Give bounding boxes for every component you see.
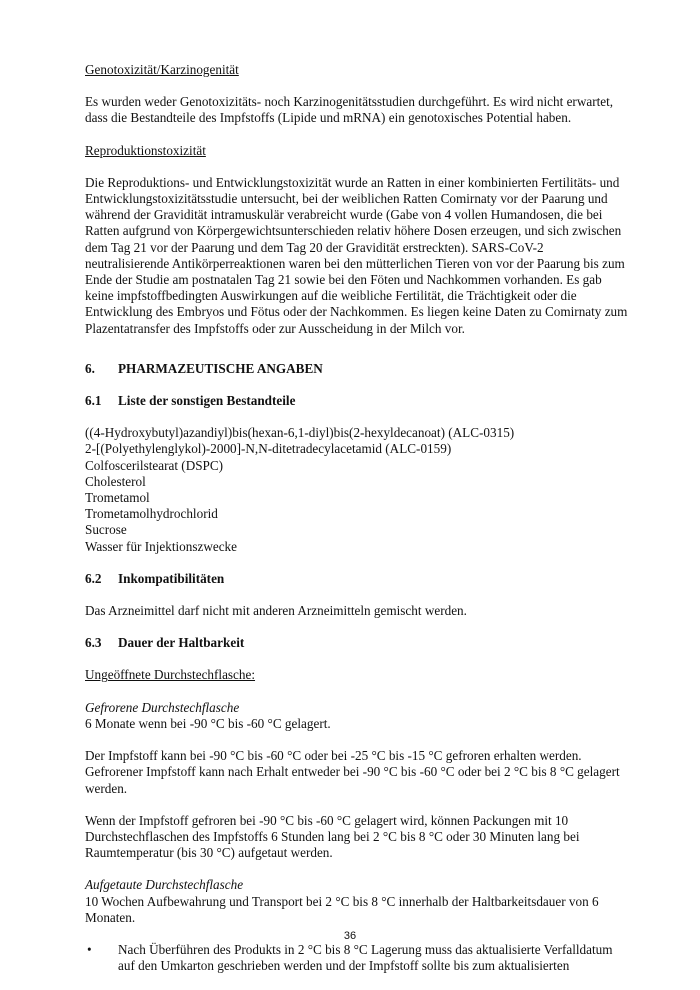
unopened-vial-heading: Ungeöffnete Durchstechflasche:: [85, 667, 256, 683]
list-item: Wasser für Injektionszwecke: [85, 538, 237, 554]
list-item: Sucrose: [85, 522, 127, 538]
excipient-list: [85, 425, 630, 555]
section-6-2-number: 6.2: [85, 570, 102, 586]
page-number: 36: [343, 930, 357, 942]
thawed-vial-heading: Aufgetaute Durchstechflasche: [85, 877, 244, 893]
list-item: Colfoscerilstearat (DSPC): [85, 457, 224, 473]
storage-paragraph: Der Impfstoff kann bei -90 °C bis -60 °C oder bei -25 °C bis -15 °C gefroren erhalten werden. Gefrorener Impfstoff kann nach Erhalt entweder bei -90 °C bis -60 °C oder bei 2 °C bis 8 °C gelagert werden.: [85, 748, 620, 796]
section-6-2-heading: [85, 571, 630, 587]
section-6-1-heading: [85, 393, 630, 409]
section-6-2-title: Inkompatibilitäten: [118, 570, 225, 586]
bullet-text: Nach Überführen des Produkts in 2 °C bis 8 °C Lagerung muss das aktualisierte Verfalldatum auf den Umkarton geschrieben werden und der Impfstoff sollte bis zum aktualisierten: [118, 941, 613, 974]
section-6-1-title: Liste der sonstigen Bestandteile: [118, 393, 296, 409]
section-6-heading: [85, 361, 630, 377]
list-item: ((4-Hydroxybutyl)azandiyl)bis(hexan-6,1-diyl)bis(2-hexyldecanoat) (ALC-0315): [85, 425, 515, 441]
list-item: 2-[(Polyethylenglykol)-2000]-N,N-ditetradecylacetamid (ALC-0159): [85, 441, 452, 457]
frozen-vial-text: 6 Monate wenn bei -90 °C bis -60 °C gelagert.: [85, 715, 331, 731]
genotox-paragraph: Es wurden weder Genotoxizitäts- noch Karzinogenitätsstudien durchgeführt. Es wird nicht erwartet, dass die Bestandteile des Impfstoffs (Lipide und mRNA) ein genotoxisches Potential haben.: [85, 94, 614, 126]
thaw-paragraph: Wenn der Impfstoff gefroren bei -90 °C bis -60 °C gelagert wird, können Packungen mit 10 Durchstechflaschen des Impfstoffs 6 Stunden lang bei 2 °C bis 8 °C oder 30 Minuten lang bei Raumtemperatur (bis 30 °C) aufgetaut werden.: [85, 812, 580, 861]
document-page: [85, 62, 630, 974]
bullet-item: [85, 942, 630, 974]
section-6-3-number: 6.3: [85, 635, 102, 651]
section-6-3-heading: [85, 635, 630, 651]
reprotox-paragraph: Die Reproduktions- und Entwicklungstoxizität wurde an Ratten in einer kombinierten Fertilitäts- und Entwicklungstoxizitätsstudie untersucht, bei der weiblichen Ratten Comirnaty vor der Paarung und während der Gravidität intramuskulär verabreicht wurde (Gabe von 4 vollen Humandosen, die bei Ratten aufgrund von Körpergewichtsunterschieden relativ höhere Dosen erzeugen, und sich zwischen dem Tag 21 vor der Paarung und dem Tag 20 der Gravidität erstreckten). SARS-CoV-2 neutralisierende Antikörperreaktionen waren bei den mütterlichen Tieren von vor der Paarung bis zum Ende der Studie am postnatalen Tag 21 sowie bei den Föten und Nachkommen vorhanden. Es gab keine impfstoffbedingten Auswirkungen auf die weibliche Fertilität, die Trächtigkeit oder die Entwicklung des Embryos und Fötus oder der Nachkommen. Es liegen keine Daten zu Comirnaty zum Plazentatransfer des Impfstoffs oder zur Ausscheidung in der Milch vor.: [85, 174, 628, 336]
section-6-title: PHARMAZEUTISCHE ANGABEN: [118, 360, 323, 376]
section-6-number: 6.: [85, 360, 95, 376]
list-item: Trometamol: [85, 490, 150, 506]
incompatibility-paragraph: Das Arzneimittel darf nicht mit anderen Arzneimitteln gemischt werden.: [85, 603, 467, 619]
section-6-1-number: 6.1: [85, 393, 102, 409]
list-item: Trometamolhydrochlorid: [85, 506, 218, 522]
thawed-vial-text: 10 Wochen Aufbewahrung und Transport bei 2 °C bis 8 °C innerhalb der Haltbarkeitsdauer von 6 Monaten.: [85, 893, 599, 925]
bullet-icon: •: [87, 941, 92, 957]
frozen-vial-heading: Gefrorene Durchstechflasche: [85, 699, 240, 715]
section-6-3-title: Dauer der Haltbarkeit: [118, 635, 245, 651]
genotox-heading: Genotoxizität/Karzinogenität: [85, 62, 239, 77]
reprotox-heading: Reproduktionstoxizität: [85, 142, 206, 158]
list-item: Cholesterol: [85, 473, 146, 489]
